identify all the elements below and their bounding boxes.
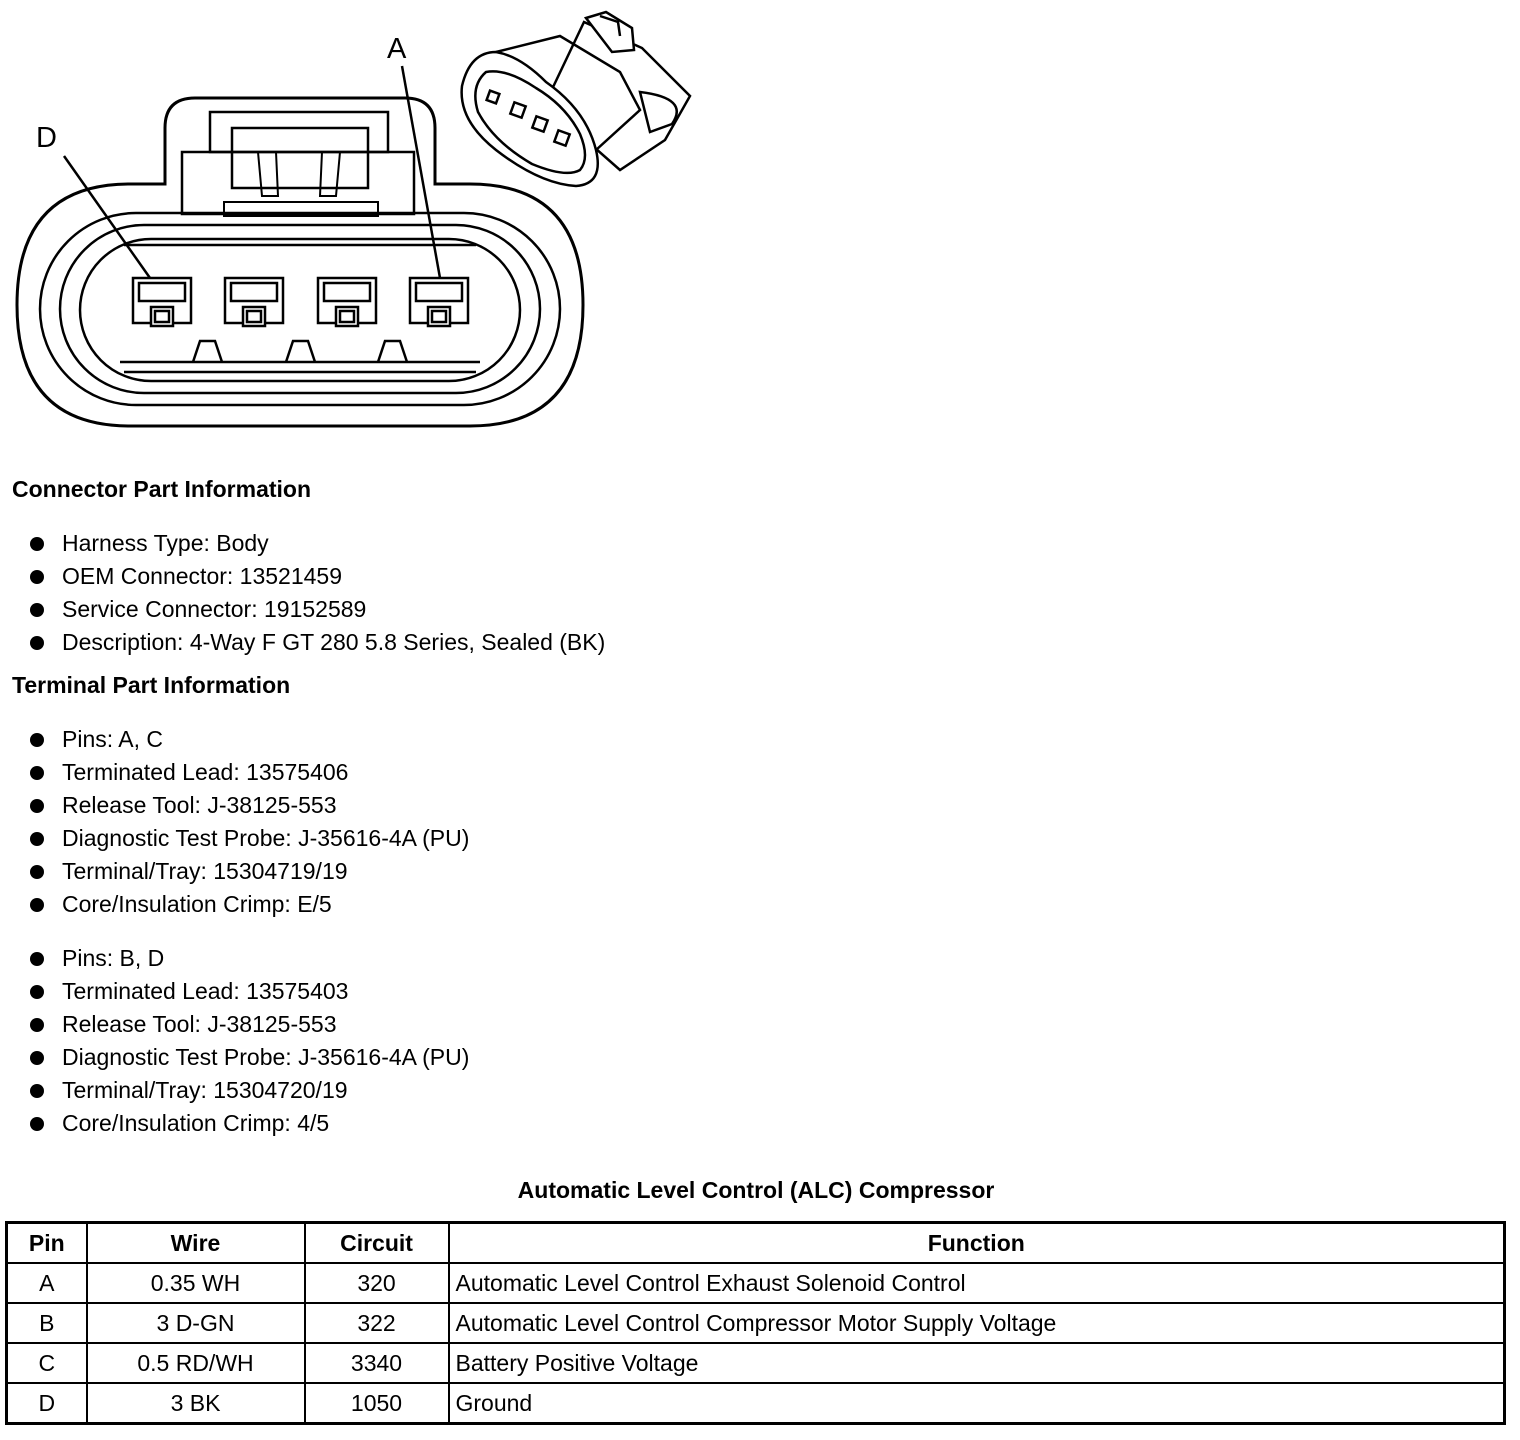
list-item: Terminated Lead: 13575406: [28, 756, 469, 789]
latch-tab: [232, 128, 368, 188]
cell-pin: A: [7, 1263, 87, 1303]
cell-wire: 3 D-GN: [87, 1303, 305, 1343]
list-item: Pins: B, D: [28, 942, 469, 975]
cell-pin: D: [7, 1383, 87, 1424]
cell-wire: 0.5 RD/WH: [87, 1343, 305, 1383]
connector-diagram: [0, 0, 700, 440]
cell-pin: B: [7, 1303, 87, 1343]
list-item: Terminal/Tray: 15304720/19: [28, 1074, 469, 1107]
key-bump-3: [378, 341, 407, 362]
cell-function: Ground: [449, 1383, 1505, 1424]
terminal-cavity-b: [318, 278, 376, 326]
terminal-info-heading: Terminal Part Information: [12, 672, 291, 698]
list-item: Core/Insulation Crimp: E/5: [28, 888, 469, 921]
terminal-cavity-c: [225, 278, 283, 326]
list-item: Diagnostic Test Probe: J-35616-4A (PU): [28, 1041, 469, 1074]
terminal-cavity-d: [133, 278, 191, 326]
header-wire: Wire: [87, 1223, 305, 1264]
list-item: Terminated Lead: 13575403: [28, 975, 469, 1008]
list-item: Core/Insulation Crimp: 4/5: [28, 1107, 469, 1140]
list-item: Release Tool: J-38125-553: [28, 1008, 469, 1041]
header-pin: Pin: [7, 1223, 87, 1264]
latch-outer: [210, 112, 388, 152]
header-circuit: Circuit: [305, 1223, 449, 1264]
list-item: Harness Type: Body: [28, 527, 605, 560]
latch-frame: [182, 152, 414, 214]
list-item: OEM Connector: 13521459: [28, 560, 605, 593]
connector-info-list: [28, 527, 605, 659]
cell-circuit: 322: [305, 1303, 449, 1343]
key-bump-2: [286, 341, 315, 362]
terminal-info-list-2: [28, 942, 469, 1140]
list-item: Diagnostic Test Probe: J-35616-4A (PU): [28, 822, 469, 855]
cell-wire: 0.35 WH: [87, 1263, 305, 1303]
pin-table-title: Automatic Level Control (ALC) Compressor: [517, 1177, 995, 1203]
cell-pin: C: [7, 1343, 87, 1383]
cell-function: Battery Positive Voltage: [449, 1343, 1505, 1383]
cell-circuit: 1050: [305, 1383, 449, 1424]
terminal-info-list-1: [28, 723, 469, 921]
list-item: Release Tool: J-38125-553: [28, 789, 469, 822]
cell-function: Automatic Level Control Compressor Motor Supply Voltage: [449, 1303, 1505, 1343]
table-row: [7, 1383, 1505, 1424]
terminal-cavity-a: [410, 278, 468, 326]
table-header-row: [7, 1223, 1505, 1264]
connector-perspective-view: [462, 12, 690, 186]
cell-function: Automatic Level Control Exhaust Solenoid Control: [449, 1263, 1505, 1303]
key-bump-1: [193, 341, 222, 362]
pin-table: [5, 1221, 1506, 1425]
seal-ring-outer: [40, 213, 560, 405]
table-row: [7, 1343, 1505, 1383]
header-function: Function: [449, 1223, 1505, 1264]
cell-wire: 3 BK: [87, 1383, 305, 1424]
table-row: [7, 1303, 1505, 1343]
connector-info-heading: Connector Part Information: [12, 476, 312, 502]
cell-circuit: 320: [305, 1263, 449, 1303]
pin-label-a: A: [387, 33, 407, 65]
table-row: [7, 1263, 1505, 1303]
list-item: Terminal/Tray: 15304719/19: [28, 855, 469, 888]
list-item: Description: 4-Way F GT 280 5.8 Series, Sealed (BK): [28, 626, 605, 659]
pin-label-d: D: [36, 122, 57, 154]
cell-circuit: 3340: [305, 1343, 449, 1383]
list-item: Pins: A, C: [28, 723, 469, 756]
list-item: Service Connector: 19152589: [28, 593, 605, 626]
